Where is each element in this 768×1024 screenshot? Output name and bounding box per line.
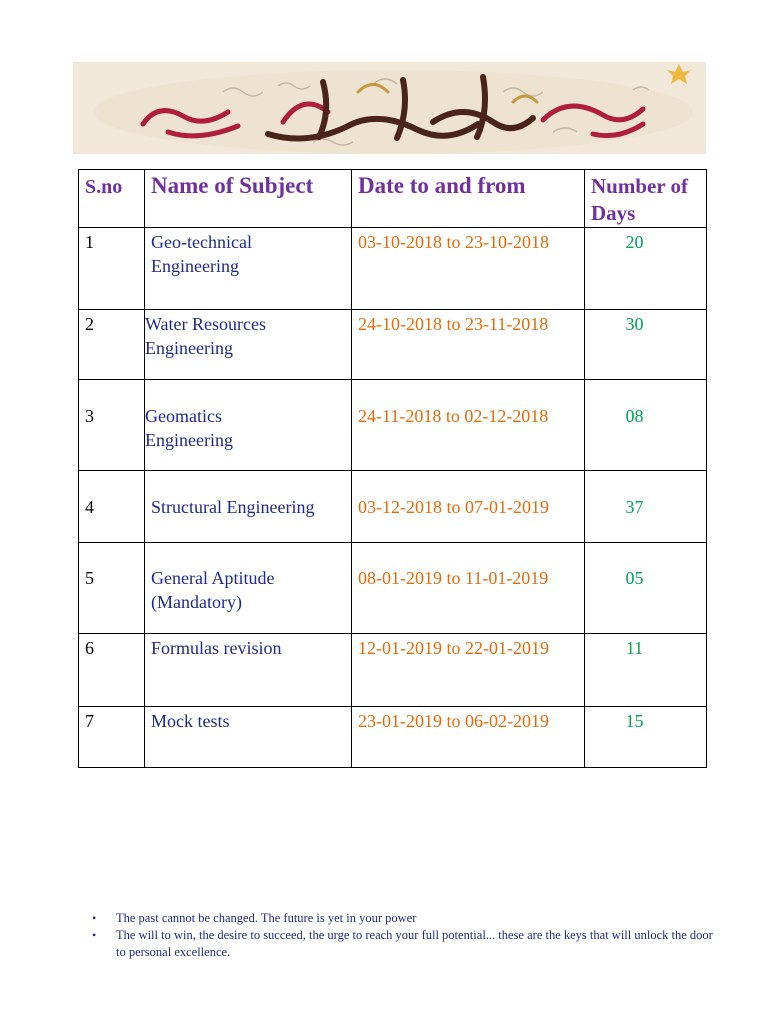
study-schedule-table bbox=[78, 169, 707, 768]
row-dates: 24-10-2018 to 23-11-2018 bbox=[352, 310, 585, 380]
table-row bbox=[79, 543, 707, 634]
row-sno: 5 bbox=[79, 543, 145, 634]
table-header-row bbox=[79, 170, 707, 228]
row-days: 08 bbox=[585, 380, 707, 471]
quote-text: The will to win, the desire to succeed, the urge to reach your full potential... these are the keys that will unlock the door to personal excellence. bbox=[116, 928, 713, 959]
row-subject: Water Resources Engineering bbox=[145, 310, 352, 380]
row-days: 15 bbox=[585, 707, 707, 768]
row-days: 20 bbox=[585, 228, 707, 310]
row-days: 05 bbox=[585, 543, 707, 634]
row-dates: 23-01-2019 to 06-02-2019 bbox=[352, 707, 585, 768]
table-row bbox=[79, 228, 707, 310]
table-row bbox=[79, 707, 707, 768]
header-days: Number of Days bbox=[585, 170, 707, 228]
row-dates: 12-01-2019 to 22-01-2019 bbox=[352, 634, 585, 707]
quote-text: The past cannot be changed. The future is yet in your power bbox=[116, 911, 417, 925]
row-subject: Formulas revision bbox=[145, 634, 352, 707]
row-days: 37 bbox=[585, 471, 707, 543]
header-dates: Date to and from bbox=[352, 170, 585, 228]
quotes-list bbox=[90, 910, 720, 961]
row-sno: 4 bbox=[79, 471, 145, 543]
bullet-icon: • bbox=[92, 928, 97, 942]
table-row bbox=[79, 310, 707, 380]
header-sno: S.no bbox=[79, 170, 145, 228]
row-dates: 24-11-2018 to 02-12-2018 bbox=[352, 380, 585, 471]
list-item bbox=[90, 927, 720, 961]
row-sno: 2 bbox=[79, 310, 145, 380]
bullet-icon: • bbox=[92, 911, 97, 925]
calligraphy-banner bbox=[73, 62, 706, 154]
row-subject: Mock tests bbox=[145, 707, 352, 768]
row-subject: Geo-technical Engineering bbox=[145, 228, 352, 310]
row-dates: 03-10-2018 to 23-10-2018 bbox=[352, 228, 585, 310]
row-days: 30 bbox=[585, 310, 707, 380]
table-row bbox=[79, 471, 707, 543]
row-dates: 08-01-2019 to 11-01-2019 bbox=[352, 543, 585, 634]
table-row bbox=[79, 380, 707, 471]
row-subject: General Aptitude (Mandatory) bbox=[145, 543, 352, 634]
row-sno: 1 bbox=[79, 228, 145, 310]
row-dates: 03-12-2018 to 07-01-2019 bbox=[352, 471, 585, 543]
list-item bbox=[90, 910, 720, 927]
row-days: 11 bbox=[585, 634, 707, 707]
row-subject: Geomatics Engineering bbox=[145, 380, 352, 471]
row-subject: Structural Engineering bbox=[145, 471, 352, 543]
bismillah-calligraphy-image bbox=[73, 62, 706, 154]
row-sno: 3 bbox=[79, 380, 145, 471]
row-sno: 6 bbox=[79, 634, 145, 707]
row-sno: 7 bbox=[79, 707, 145, 768]
table-row bbox=[79, 634, 707, 707]
header-subject: Name of Subject bbox=[145, 170, 352, 228]
